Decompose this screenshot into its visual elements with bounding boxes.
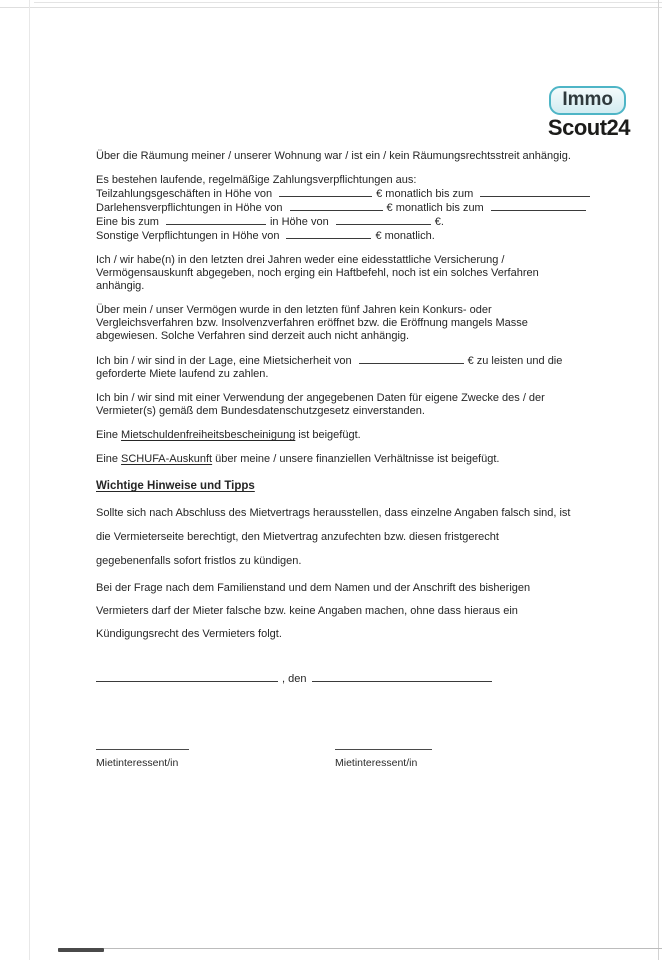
logo-immo-badge: Immo — [549, 86, 626, 115]
logo-scout24-text: Scout24 — [547, 115, 630, 140]
signature-line-right — [335, 748, 432, 750]
signature-area — [96, 748, 574, 770]
place-and-date-line — [96, 672, 574, 686]
blank-field-place — [96, 672, 278, 682]
payments-line-eine-bis-zum — [96, 215, 574, 229]
blank-field-amount — [279, 187, 372, 197]
text-segment: Teilzahlungsgeschäften in Höhe von — [96, 188, 273, 200]
hint-paragraph-falsche-angaben: Bei der Frage nach dem Familienstand und dem Namen und der Anschrift des bisherigen Vermieters darf der Mieter falsche bzw. keine Angaben machen, ohne dass hieraus ein Kündigungsrecht des Vermieters folgt. — [96, 582, 531, 640]
signature-label-left: Mietinteressent/in — [96, 757, 179, 769]
text-segment: Eine — [96, 453, 119, 465]
text-segment: Eine bis zum — [96, 216, 159, 228]
blank-field-mietsicherheit-amount — [359, 354, 464, 364]
blank-field-amount — [290, 201, 383, 211]
text-segment: € monatlich. — [375, 230, 435, 242]
signature-label-right: Mietinteressent/in — [335, 757, 418, 769]
text-segment: € monatlich bis zum — [386, 202, 484, 214]
paragraph-raeumungsrechtsstreit: Über die Räumung meiner / unserer Wohnung war / ist ein / kein Räumungsrechtsstreit anhängig. — [96, 150, 571, 162]
scan-artifact-bottom-line — [58, 948, 662, 949]
blank-field-amount — [286, 229, 371, 239]
hint-paragraph-anfechtung: Sollte sich nach Abschluss des Mietvertrags herausstellen, dass einzelne Angaben falsch sind, ist die Vermieterseite berechtigt, den Mietvertrag anzufechten bzw. diesen fristgerecht gegebenenfalls sofort fristlos zu kündigen. — [96, 507, 571, 567]
underlined-term-schufa-auskunft: SCHUFA-Auskunft — [121, 453, 213, 465]
text-segment: € monatlich bis zum — [376, 188, 474, 200]
document-body — [96, 150, 574, 770]
text-segment: in Höhe von — [269, 216, 329, 228]
paragraph-datenschutz: Ich bin / wir sind mit einer Verwendung der angegebenen Daten für eigene Zwecke des / der Vermieter(s) gemäß dem Bundesdatenschutzgesetz einverstanden. — [96, 392, 545, 417]
paragraph-eidesstattliche-versicherung: Ich / wir habe(n) in den letzten drei Jahren weder eine eidesstattliche Versicherung / Vermögensauskunft abgegeben, noch erging ein Haftbefehl, noch ist ein solches Verfahren anhängig. — [96, 254, 539, 292]
scan-artifact-right-edge — [658, 0, 659, 960]
text-segment: € zu leisten und die geforderte Miete laufend zu zahlen. — [96, 355, 563, 380]
scan-artifact-top-line — [34, 2, 662, 3]
signature-block-right — [335, 748, 574, 770]
paragraph-insolvenzverfahren: Über mein / unser Vermögen wurde in den letzten fünf Jahren kein Konkurs- oder Vergleichsverfahren bzw. Insolvenzverfahren eröffnet bzw. die Eröffnung mangels Masse abgewiesen. Solche Verfahren sind derzeit auch nicht anhängig. — [96, 304, 528, 342]
blank-field-date — [166, 215, 266, 225]
text-segment: Ich bin / wir sind in der Lage, eine Mietsicherheit von — [96, 355, 352, 367]
hints-heading: Wichtige Hinweise und Tipps — [96, 480, 255, 492]
text-segment: Eine — [96, 429, 119, 441]
blank-field-date — [491, 201, 586, 211]
scan-artifact-bottom-mark — [58, 948, 104, 952]
paragraph-mietsicherheit — [96, 354, 574, 381]
payments-line-darlehensverpflichtungen — [96, 201, 574, 215]
text-segment: Sonstige Verpflichtungen in Höhe von — [96, 230, 280, 242]
immoscout24-logo — [548, 86, 630, 141]
scan-artifact-left-edge — [29, 0, 30, 960]
signature-block-left — [96, 748, 335, 770]
blank-field-amount — [336, 215, 431, 225]
payments-line-teilzahlungsgeschaefte — [96, 187, 574, 201]
payments-line-sonstige-verpflichtungen — [96, 229, 574, 243]
blank-field-date — [312, 672, 492, 682]
paragraph-mietschuldenfreiheitsbescheinigung — [96, 429, 574, 442]
text-segment: Darlehensverpflichtungen in Höhe von — [96, 202, 283, 214]
paragraph-zahlungsverpflichtungen-intro: Es bestehen laufende, regelmäßige Zahlungsverpflichtungen aus: — [96, 174, 417, 186]
paragraph-schufa-auskunft — [96, 453, 574, 466]
text-segment: , den — [282, 673, 307, 685]
blank-field-date — [480, 187, 590, 197]
signature-line-left — [96, 748, 189, 750]
text-segment: über meine / unsere finanziellen Verhältnisse ist beigefügt. — [215, 453, 500, 465]
underlined-term-mietschuldenfreiheitsbescheinigung: Mietschuldenfreiheitsbescheinigung — [121, 429, 296, 441]
scan-artifact-top-line-2 — [0, 7, 662, 8]
text-segment: ist beigefügt. — [298, 429, 361, 441]
text-segment: €. — [434, 216, 444, 228]
